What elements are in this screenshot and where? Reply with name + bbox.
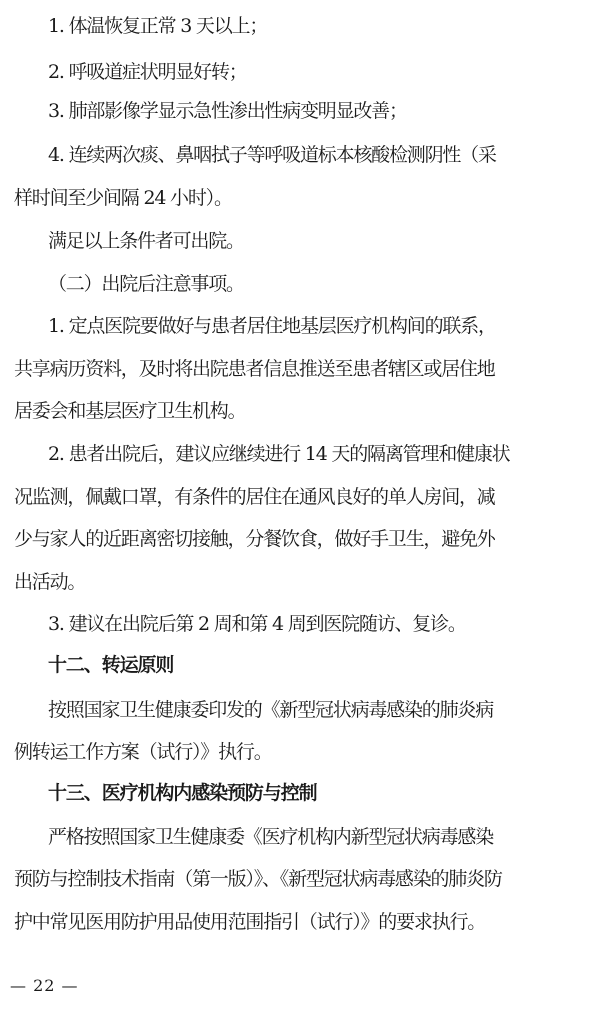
section-13-body-cont-1: 预防与控制技术指南（第一版）》、《新型冠状病毒感染的肺炎防 (14, 868, 502, 890)
section-12-heading: 十二、转运原则 (48, 654, 174, 676)
section-13-body: 严格按照国家卫生健康委《医疗机构内新型冠状病毒感染 (48, 826, 494, 848)
subsection-heading: （二）出院后注意事项。 (48, 273, 244, 295)
note-1-cont-2: 居委会和基层医疗卫生机构。 (14, 400, 246, 422)
section-13-heading: 十三、医疗机构内感染预防与控制 (48, 782, 317, 804)
note-2-cont-3: 出活动。 (14, 571, 86, 593)
criterion-4: 4. 连续两次痰、鼻咽拭子等呼吸道标本核酸检测阴性（采 (48, 144, 496, 166)
note-3: 3. 建议在出院后第 2 周和第 4 周到医院随访、复诊。 (48, 613, 466, 635)
note-1: 1. 定点医院要做好与患者居住地基层医疗机构间的联系， (48, 315, 496, 337)
note-2-cont-2: 少与家人的近距离密切接触，分餐饮食，做好手卫生，避免外 (14, 528, 495, 550)
criterion-2: 2. 呼吸道症状明显好转； (48, 61, 247, 83)
note-2-cont-1: 况监测，佩戴口罩，有条件的居住在通风良好的单人房间，减 (14, 486, 495, 508)
note-1-cont-1: 共享病历资料，及时将出院患者信息推送至患者辖区或居住地 (14, 358, 495, 380)
section-12-body: 按照国家卫生健康委印发的《新型冠状病毒感染的肺炎病 (48, 699, 494, 721)
page-number: — 22 — (10, 976, 79, 995)
note-2: 2. 患者出院后，建议应继续进行 14 天的隔离管理和健康状 (48, 443, 510, 465)
discharge-condition: 满足以上条件者可出院。 (48, 230, 244, 252)
section-12-body-cont: 例转运工作方案（试行）》执行。 (14, 741, 272, 763)
criterion-1: 1. 体温恢复正常 3 天以上； (48, 15, 268, 37)
criterion-3: 3. 肺部影像学显示急性渗出性病变明显改善； (48, 100, 407, 122)
criterion-4-cont: 样时间至少间隔 24 小时）。 (14, 187, 232, 209)
section-13-body-cont-2: 护中常见医用防护用品使用范围指引（试行）》的要求执行。 (14, 911, 486, 933)
